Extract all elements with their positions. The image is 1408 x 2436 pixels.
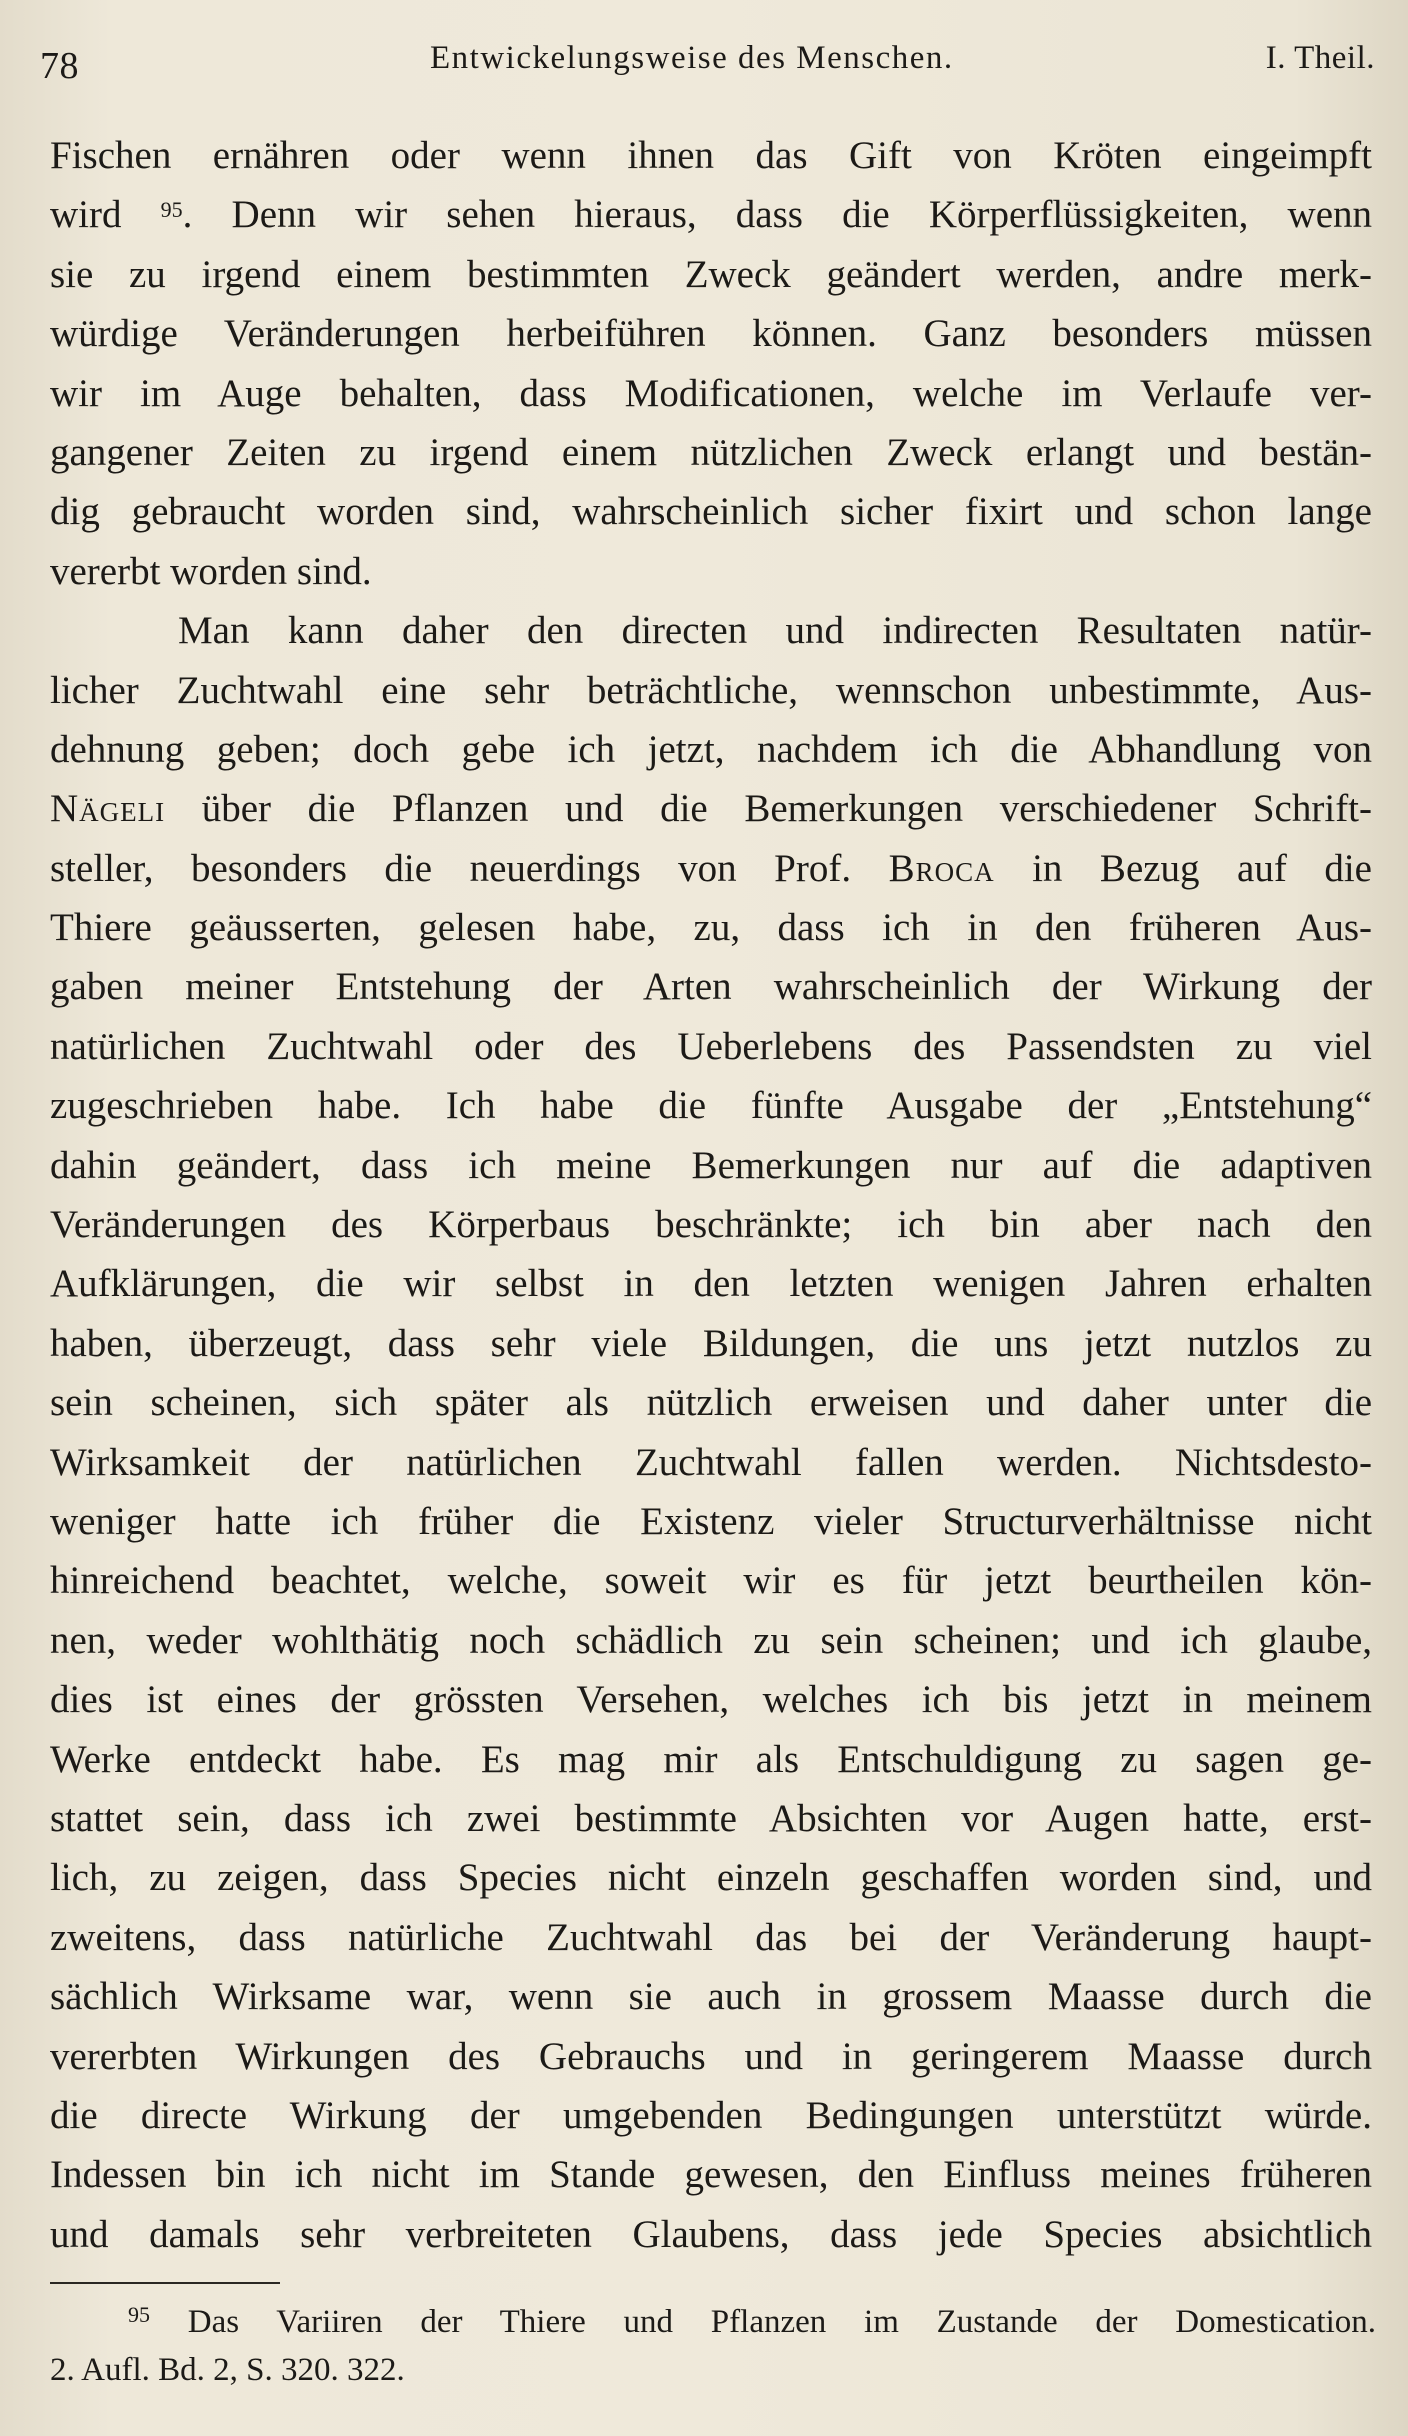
text-line: Werke entdeckt habe. Es mag mir als Entschuldigung zu sagen ge- bbox=[50, 1737, 1372, 1781]
text-line: licher Zuchtwahl eine sehr beträchtliche, wennschon unbestimmte, Aus- bbox=[50, 668, 1372, 712]
text-line: gaben meiner Entstehung der Arten wahrscheinlich der Wirkung der bbox=[50, 965, 1372, 1009]
text-line: hinreichend beachtet, welche, soweit wir es für jetzt beurtheilen kön- bbox=[50, 1559, 1372, 1603]
footnote-line: 2. Aufl. Bd. 2, S. 320. 322. bbox=[50, 2352, 405, 2388]
text-line: natürlichen Zuchtwahl oder des Ueberlebens des Passendsten zu viel bbox=[50, 1024, 1372, 1068]
text-line: Thiere geäusserten, gelesen habe, zu, dass ich in den früheren Aus- bbox=[50, 906, 1372, 950]
text-line: zweitens, dass natürliche Zuchtwahl das bei der Veränderung haupt- bbox=[50, 1915, 1372, 1959]
text-line: sie zu irgend einem bestimmten Zweck geändert werden, andre merk- bbox=[50, 252, 1372, 296]
author-name: Broca bbox=[888, 846, 995, 890]
text-line: würdige Veränderungen herbeiführen können. Ganz besonders müssen bbox=[50, 312, 1372, 356]
text-line: Indessen bin ich nicht im Stande gewesen, den Einfluss meines früheren bbox=[50, 2153, 1372, 2197]
text-line: zugeschrieben habe. Ich habe die fünfte Ausgabe der „Entstehung“ bbox=[50, 1084, 1372, 1128]
text-line: dies ist eines der grössten Versehen, welches ich bis jetzt in meinem bbox=[50, 1678, 1372, 1722]
text-line: wir im Auge behalten, dass Modificationen, welche im Verlaufe ver- bbox=[50, 371, 1372, 415]
text-line: dehnung geben; doch gebe ich jetzt, nachdem ich die Abhandlung von bbox=[50, 727, 1372, 771]
text-line: vererbten Wirkungen des Gebrauchs und in geringerem Maasse durch bbox=[50, 2034, 1372, 2078]
text-line: und damals sehr verbreiteten Glaubens, dass jede Species absichtlich bbox=[50, 2212, 1372, 2256]
text-line: Veränderungen des Körperbaus beschränkte; ich bin aber nach den bbox=[50, 1203, 1372, 1247]
body-text bbox=[50, 126, 1372, 2264]
text-line: stattet sein, dass ich zwei bestimmte Absichten vor Augen hatte, erst- bbox=[50, 1796, 1372, 1840]
text-line: sein scheinen, sich später als nützlich erweisen und daher unter die bbox=[50, 1381, 1372, 1425]
text-line: Nägeli über die Pflanzen und die Bemerkungen verschiedener Schrift- bbox=[50, 787, 1372, 831]
text-line: gangener Zeiten zu irgend einem nützlichen Zweck erlangt und bestän- bbox=[50, 430, 1372, 474]
text-line: Fischen ernähren oder wenn ihnen das Gift von Kröten eingeimpft bbox=[50, 134, 1372, 177]
text-line: haben, überzeugt, dass sehr viele Bildungen, die uns jetzt nutzlos zu bbox=[50, 1321, 1372, 1365]
footnote-line: $^{95}$ Das Variiren der Thiere und Pflanzen im Zustande der Domestication. bbox=[128, 2302, 1376, 2340]
running-header bbox=[40, 40, 1375, 90]
part-label: I. Theil. bbox=[1265, 40, 1375, 76]
paragraph-start: Man kann daher den directen und indirecten Resultaten natür- bbox=[178, 609, 1372, 653]
author-name: Nägeli bbox=[50, 787, 166, 831]
footnote-reference: 95 bbox=[160, 197, 183, 223]
footnote-number: 95 bbox=[128, 2302, 150, 2327]
text-line: Aufklärungen, die wir selbst in den letzten wenigen Jahren erhalten bbox=[50, 1262, 1372, 1306]
text-line: steller, besonders die neuerdings von Prof. Broca in Bezug auf die bbox=[50, 846, 1372, 890]
text-line: dig gebraucht worden sind, wahrscheinlich sicher fixirt und schon lange bbox=[50, 490, 1372, 534]
text-line: vererbt worden sind. bbox=[50, 549, 372, 593]
text-line: wird $^{95}$. Denn wir sehen hieraus, dass die Körperflüssigkeiten, wenn bbox=[50, 193, 1373, 237]
text-line: nen, weder wohlthätig noch schädlich zu sein scheinen; und ich glaube, bbox=[50, 1618, 1372, 1662]
page-number: 78 bbox=[40, 45, 79, 87]
text-line: dahin geändert, dass ich meine Bemerkungen nur auf die adaptiven bbox=[50, 1143, 1372, 1187]
text-line: sächlich Wirksame war, wenn sie auch in grossem Maasse durch die bbox=[50, 1975, 1372, 2019]
footnote bbox=[50, 2298, 1376, 2394]
text-line: die directe Wirkung der umgebenden Bedingungen unterstützt würde. bbox=[50, 2093, 1372, 2137]
chapter-title: Entwickelungsweise des Menschen. bbox=[430, 40, 954, 76]
footnote-divider bbox=[50, 2282, 280, 2284]
text-line: Wirksamkeit der natürlichen Zuchtwahl fallen werden. Nichtsdesto- bbox=[50, 1440, 1372, 1484]
text-line: lich, zu zeigen, dass Species nicht einzeln geschaffen worden sind, und bbox=[50, 1856, 1372, 1900]
text-line: weniger hatte ich früher die Existenz vieler Structurverhältnisse nicht bbox=[50, 1499, 1372, 1543]
